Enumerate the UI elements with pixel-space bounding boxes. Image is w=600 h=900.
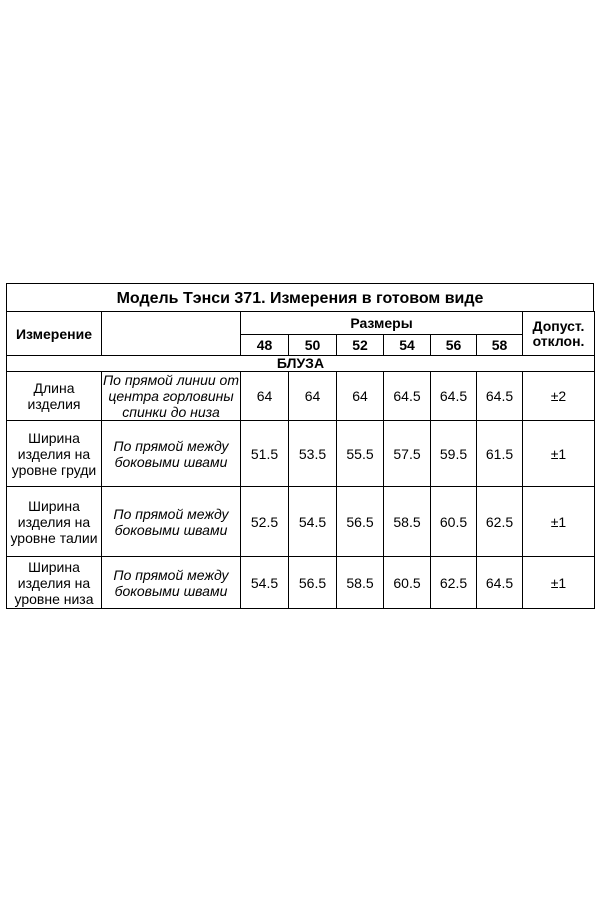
table-row (7, 557, 595, 609)
table-row (7, 421, 595, 487)
tolerance-cell: ±1 (523, 557, 595, 609)
tolerance-cell: ±2 (523, 372, 595, 421)
size-header-58: 58 (477, 335, 523, 356)
value-cell: 59.5 (431, 421, 477, 487)
size-header-50: 50 (289, 335, 337, 356)
table-row (7, 372, 595, 421)
size-header-56: 56 (431, 335, 477, 356)
value-cell: 60.5 (384, 557, 431, 609)
measurement-name: Длина изделия (7, 372, 102, 421)
measurement-method: По прямой линии от центра горловины спинки до низа (103, 372, 239, 420)
value-cell: 52.5 (241, 487, 289, 557)
measurement-method: По прямой между боковыми швами (102, 487, 241, 557)
tolerance-header-line2: отклон. (532, 332, 585, 349)
value-cell: 64 (241, 372, 289, 421)
value-cell: 55.5 (337, 421, 384, 487)
value-cell: 58.5 (337, 557, 384, 609)
value-cell: 64.5 (477, 372, 523, 421)
value-cell: 62.5 (431, 557, 477, 609)
size-table (6, 311, 595, 609)
table-row (7, 487, 595, 557)
value-cell: 57.5 (384, 421, 431, 487)
tolerance-header (523, 312, 595, 356)
value-cell: 54.5 (289, 487, 337, 557)
tolerance-cell: ±1 (523, 421, 595, 487)
value-cell: 64 (289, 372, 337, 421)
chart-title: Модель Тэнси 371. Измерения в готовом виде (6, 283, 594, 311)
section-title: БЛУЗА (7, 356, 595, 372)
sizes-header: Размеры (241, 312, 523, 335)
tolerance-header-line1: Допуст. (532, 317, 585, 334)
value-cell: 62.5 (477, 487, 523, 557)
method-header (102, 312, 241, 356)
measurement-name: Ширина изделия на уровне низа (7, 557, 102, 609)
size-chart-document (6, 283, 594, 609)
value-cell: 51.5 (241, 421, 289, 487)
measurement-name: Ширина изделия на уровне груди (7, 421, 102, 487)
measurement-method: По прямой между боковыми швами (102, 421, 241, 487)
size-header-52: 52 (337, 335, 384, 356)
value-cell: 60.5 (431, 487, 477, 557)
value-cell: 64 (337, 372, 384, 421)
value-cell: 58.5 (384, 487, 431, 557)
size-header-54: 54 (384, 335, 431, 356)
measurement-header: Измерение (7, 312, 102, 356)
value-cell: 56.5 (337, 487, 384, 557)
size-header-48: 48 (241, 335, 289, 356)
header-row-top (7, 312, 595, 335)
measurement-name: Ширина изделия на уровне талии (7, 487, 102, 557)
value-cell: 64.5 (431, 372, 477, 421)
section-row (7, 356, 595, 372)
value-cell: 53.5 (289, 421, 337, 487)
value-cell: 61.5 (477, 421, 523, 487)
value-cell: 64.5 (384, 372, 431, 421)
value-cell: 54.5 (241, 557, 289, 609)
value-cell: 64.5 (477, 557, 523, 609)
measurement-method: По прямой между боковыми швами (102, 557, 241, 609)
value-cell: 56.5 (289, 557, 337, 609)
tolerance-cell: ±1 (523, 487, 595, 557)
